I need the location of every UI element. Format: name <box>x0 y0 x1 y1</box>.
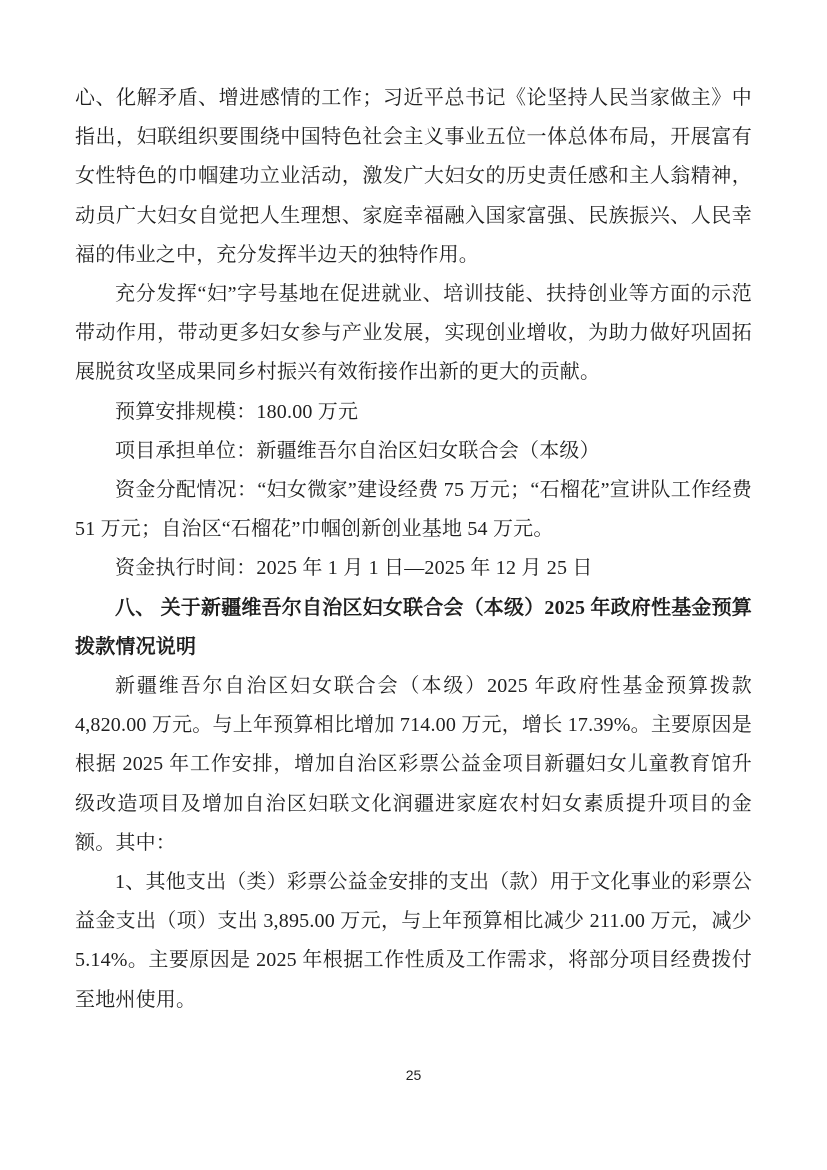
paragraph-budget-scale: 预算安排规模：180.00 万元 <box>115 400 359 423</box>
page-number-label: 25 <box>405 1067 422 1083</box>
paragraph-government-fund-overview: 新疆维吾尔自治区妇女联合会（本级）2025 年政府性基金预算拨款 4,820.00 万元。与上年预算相比增加 714.00 万元，增长 17.39%。主要原因是根据 2025 年工作安排，增加自治区彩票公益金项目新疆妇女儿童教育馆升级改造项目及增加自治区妇联文化润疆进家庭农村妇女素质提升项目的金额。其中： <box>75 675 752 854</box>
heading-section-8: 八、 关于新疆维吾尔自治区妇女联合会（本级）2025 年政府性基金预算拨款情况说明 <box>75 596 752 658</box>
paragraph-other-expenditure-item-1: 1、其他支出（类）彩票公益金安排的支出（款）用于文化事业的彩票公益金支出（项）支出 3,895.00 万元，与上年预算相比减少 211.00 万元，减少 5.14%。主要原因是 2025 年根据工作性质及工作需求，将部分项目经费拨付至地州使用。 <box>75 871 752 1011</box>
paragraph-base-role: 充分发挥“妇”字号基地在促进就业、培训技能、扶持创业等方面的示范带动作用，带动更多妇女参与产业发展，实现创业增收，为助力做好巩固拓展脱贫攻坚成果同乡村振兴有效衔接作出新的更大的贡献。 <box>75 283 752 384</box>
paragraph-undertaking-unit: 项目承担单位：新疆维吾尔自治区妇女联合会（本级） <box>115 439 600 462</box>
document-body <box>75 79 752 1020</box>
paragraph-fund-allocation: 资金分配情况：“妇女微家”建设经费 75 万元；“石榴花”宣讲队工作经费 51 万元；自治区“石榴花”巾帼创新创业基地 54 万元。 <box>75 479 752 541</box>
paragraph-fund-execution-time: 资金执行时间：2025 年 1 月 1 日—2025 年 12 月 25 日 <box>115 557 593 580</box>
paragraph-work-description: 心、化解矛盾、增进感情的工作；习近平总书记《论坚持人民当家做主》中指出，妇联组织要围绕中国特色社会主义事业五位一体总体布局，开展富有女性特色的巾帼建功立业活动，激发广大妇女的历史责任感和主人翁精神，动员广大妇女自觉把人生理想、家庭幸福融入国家富强、民族振兴、人民幸福的伟业之中，充分发挥半边天的独特作用。 <box>75 87 752 266</box>
